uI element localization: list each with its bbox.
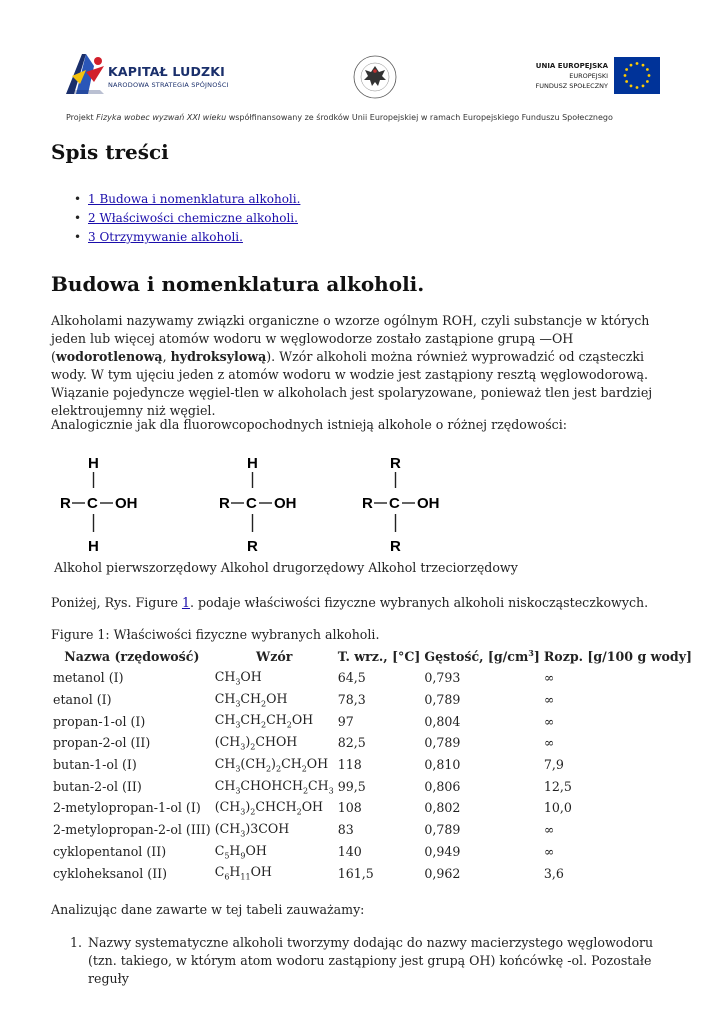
- eu-star-icon: [642, 84, 645, 87]
- cell-bp: 82,5: [337, 735, 366, 751]
- cell-formula: $C_5H_9OH$: [214, 842, 267, 861]
- cell-solubility: 12,5: [543, 778, 572, 794]
- eu-fund-text: [508, 62, 608, 90]
- kl-title: KAPITAŁ LUDZKI: [108, 64, 226, 79]
- figure-link[interactable]: 1: [181, 595, 190, 610]
- cell-formula: $CH_3CHOHCH_2CH_3$: [214, 777, 334, 796]
- struct-atom: OH: [115, 495, 138, 512]
- eu-star-icon: [636, 62, 639, 65]
- col-header-bp: T. wrz., [°C]: [337, 648, 421, 664]
- analysis-paragraph: Analizując dane zawarte w tej tabeli zauważamy:: [51, 902, 365, 917]
- p1-bold-1: wodorotlenową: [55, 349, 163, 364]
- cell-name: cyklopentanol (II): [53, 843, 167, 859]
- eu-line-3: FUNDUSZ SPOŁECZNY: [535, 82, 608, 90]
- struct-atom: C: [246, 495, 257, 512]
- cell-name: propan-1-ol (I): [53, 713, 146, 729]
- table-row: [51, 841, 694, 863]
- p1-text-a: Alkoholami nazywamy związki organiczne o wzorze ogólnym ROH, czyli substancje w których jeden lub więcej atomów wodoru w węglowodorze zostało zastąpione grupą —OH (: [51, 313, 650, 364]
- p1-text-c: ). Wzór alkoholi można również wyprowadzić od cząsteczki wody. W tym ujęciu jeden z atomów wodoru w wodzie jest zastąpiony resztą węglowodorową. Wiązanie pojedyncze węgiel-tlen w alkoholach jest spolaryzowane, ponieważ tlen jest bardziej elektroujemny niż węgiel.: [51, 349, 653, 418]
- cell-formula: $CH_3CH_2OH$: [214, 690, 288, 709]
- list-item: [70, 934, 680, 988]
- cell-solubility: 10,0: [543, 800, 572, 816]
- cell-bp: 161,5: [337, 865, 374, 881]
- tertiary-alcohol-structure: [360, 450, 465, 556]
- p1-bold-2: hydroksylową: [170, 349, 267, 364]
- struct-atom: H: [247, 455, 258, 472]
- density-a: Gęstość, [g/cm: [424, 649, 529, 665]
- cell-name: propan-2-ol (II): [53, 735, 151, 751]
- project-title: Fizyka wobec wyzwań XXI wieku: [96, 113, 227, 122]
- col-header-solubility: Rozp. [g/100 g wody]: [543, 648, 692, 664]
- toc-link-1[interactable]: 1 Budowa i nomenklatura alkoholi.: [88, 192, 301, 206]
- toc-link-2[interactable]: 2 Właściwości chemiczne alkoholi.: [88, 211, 298, 225]
- figure-reference-paragraph: [51, 595, 648, 610]
- cell-name: 2-metylopropan-1-ol (I): [53, 800, 201, 816]
- table-row: [51, 797, 694, 819]
- table-row: [51, 732, 694, 754]
- intro-paragraph: [51, 312, 681, 420]
- struct-atom: R: [390, 455, 401, 472]
- cell-density: 0,804: [424, 713, 461, 729]
- struct-atom: C: [87, 495, 98, 512]
- cell-density: 0,789: [424, 822, 461, 838]
- struct-atom: OH: [417, 495, 440, 512]
- observations-list: [70, 934, 680, 988]
- cell-density: 0,802: [424, 800, 461, 816]
- primary-alcohol-structure: [58, 450, 163, 556]
- table-row: [51, 819, 694, 841]
- cell-bp: 118: [337, 757, 362, 773]
- properties-table: [51, 645, 694, 884]
- cell-density: 0,962: [424, 865, 461, 881]
- cell-formula: $(CH_3)3COH$: [214, 820, 290, 839]
- cell-formula: $CH_3OH$: [214, 669, 262, 687]
- cell-bp: 108: [337, 800, 362, 816]
- cell-solubility: ∞: [543, 713, 555, 729]
- project-suffix: współfinansowany ze środków Unii Europejskiej w ramach Europejskiego Funduszu Społecznego: [226, 113, 613, 122]
- order-paragraph: Analogicznie jak dla fluorowcopochodnych istnieją alkohole o różnej rzędowości:: [51, 417, 567, 432]
- struct-atom: H: [88, 538, 99, 555]
- cell-bp: 83: [337, 822, 354, 838]
- eu-star-icon: [625, 68, 628, 71]
- project-line: [66, 113, 613, 122]
- p1-sep: ,: [162, 349, 171, 364]
- eu-flag-icon: [614, 57, 660, 94]
- toc-link-3[interactable]: 3 Otrzymywanie alkoholi.: [88, 230, 243, 244]
- cell-bp: 140: [337, 843, 362, 859]
- struct-atom: C: [389, 495, 400, 512]
- toc-item: [88, 228, 300, 247]
- cell-bp: 64,5: [337, 670, 366, 686]
- table-row: [51, 754, 694, 776]
- cell-solubility: ∞: [543, 692, 555, 708]
- toc-list: [88, 190, 300, 247]
- cell-solubility: ∞: [543, 670, 555, 686]
- cell-name: cykloheksanol (II): [53, 865, 168, 881]
- cell-name: metanol (I): [53, 670, 124, 686]
- eu-star-icon: [630, 64, 633, 67]
- table-row: [51, 689, 694, 711]
- cell-formula: $CH_3CH_2CH_2OH$: [214, 712, 314, 730]
- cell-bp: 99,5: [337, 778, 366, 794]
- struct-atom: R: [390, 538, 401, 555]
- cell-solubility: ∞: [543, 843, 555, 859]
- col-header-name: Nazwa (rzędowość): [64, 648, 200, 664]
- eu-line-1: UNIA EUROPEJSKA: [535, 62, 608, 70]
- structure-captions: Alkohol pierwszorzędowy Alkohol drugorzędowy Alkohol trzeciorzędowy: [54, 560, 518, 575]
- cell-bp: 97: [337, 713, 354, 729]
- cell-density: 0,806: [424, 778, 461, 794]
- project-prefix: Projekt: [66, 113, 97, 122]
- cell-solubility: ∞: [543, 822, 555, 838]
- cell-name: 2-metylopropan-2-ol (III): [53, 822, 211, 838]
- cell-density: 0,789: [424, 735, 461, 751]
- eu-star-icon: [646, 80, 649, 83]
- cell-density: 0,949: [424, 843, 461, 859]
- cell-formula: $(CH_3)_2CHCH_2OH$: [214, 799, 323, 817]
- struct-atom: H: [88, 455, 99, 472]
- density-sup: 3: [528, 647, 534, 658]
- cell-name: butan-2-ol (II): [53, 778, 142, 794]
- list-item-text: Nazwy systematyczne alkoholi tworzymy dodając do nazwy macierzystego węglowodoru (tzn. takiego, w którym atom wodoru zastąpiony jest grupą OH) końcówkę -ol. Pozostałe reguły: [88, 935, 654, 986]
- table-row: [51, 710, 694, 732]
- density-b: ]: [533, 649, 540, 665]
- col-header-density: [422, 645, 542, 667]
- toc-heading: Spis treści: [51, 140, 169, 164]
- page-header: [0, 0, 725, 135]
- struct-atom: R: [219, 495, 230, 512]
- cell-bp: 78,3: [337, 692, 366, 708]
- eu-star-icon: [625, 80, 628, 83]
- table-row: [51, 775, 694, 797]
- cell-name: butan-1-ol (I): [53, 757, 137, 773]
- eu-star-icon: [646, 68, 649, 71]
- table-row: [51, 862, 694, 884]
- struct-atom: R: [362, 495, 373, 512]
- cell-density: 0,810: [424, 757, 461, 773]
- cell-formula: $C_6H_{11}OH$: [214, 864, 272, 882]
- toc-item: [88, 190, 300, 209]
- kapital-ludzki-text: [108, 64, 229, 89]
- cell-solubility: 3,6: [543, 865, 564, 881]
- cell-density: 0,789: [424, 692, 461, 708]
- eu-star-icon: [630, 84, 633, 87]
- struct-atom: R: [60, 495, 71, 512]
- figure-caption: Figure 1: Właściwości fizyczne wybranych alkoholi.: [51, 627, 380, 642]
- eu-star-icon: [642, 64, 645, 67]
- kl-subtitle: NARODOWA STRATEGIA SPÓJNOŚCI: [108, 81, 229, 89]
- cell-name: etanol (I): [53, 692, 112, 708]
- col-header-formula: Wzór: [256, 648, 293, 664]
- list-number: 1.: [70, 935, 83, 950]
- struct-atom: OH: [274, 495, 297, 512]
- cell-solubility: ∞: [543, 735, 555, 751]
- toc-item: [88, 209, 300, 228]
- p3-text-a: Poniżej, Rys. Figure: [51, 595, 182, 610]
- cell-formula: $(CH_3)_2CHOH$: [214, 734, 298, 752]
- secondary-alcohol-structure: [217, 450, 322, 556]
- p3-text-b: . podaje właściwości fizyczne wybranych alkoholi niskocząsteczkowych.: [189, 595, 649, 610]
- struct-atom: R: [247, 538, 258, 555]
- university-seal-icon: [352, 54, 398, 100]
- section-heading: Budowa i nomenklatura alkoholi.: [51, 272, 425, 296]
- table-header-row: [51, 645, 694, 667]
- eu-star-icon: [648, 74, 651, 77]
- eu-star-icon: [636, 86, 639, 89]
- table-row: [51, 667, 694, 689]
- cell-formula: $CH_3(CH_2)_2CH_2OH$: [214, 755, 329, 774]
- cell-density: 0,793: [424, 670, 461, 686]
- eu-star-icon: [624, 74, 627, 77]
- cell-solubility: 7,9: [543, 757, 564, 773]
- eu-line-2: EUROPEJSKI: [569, 72, 608, 80]
